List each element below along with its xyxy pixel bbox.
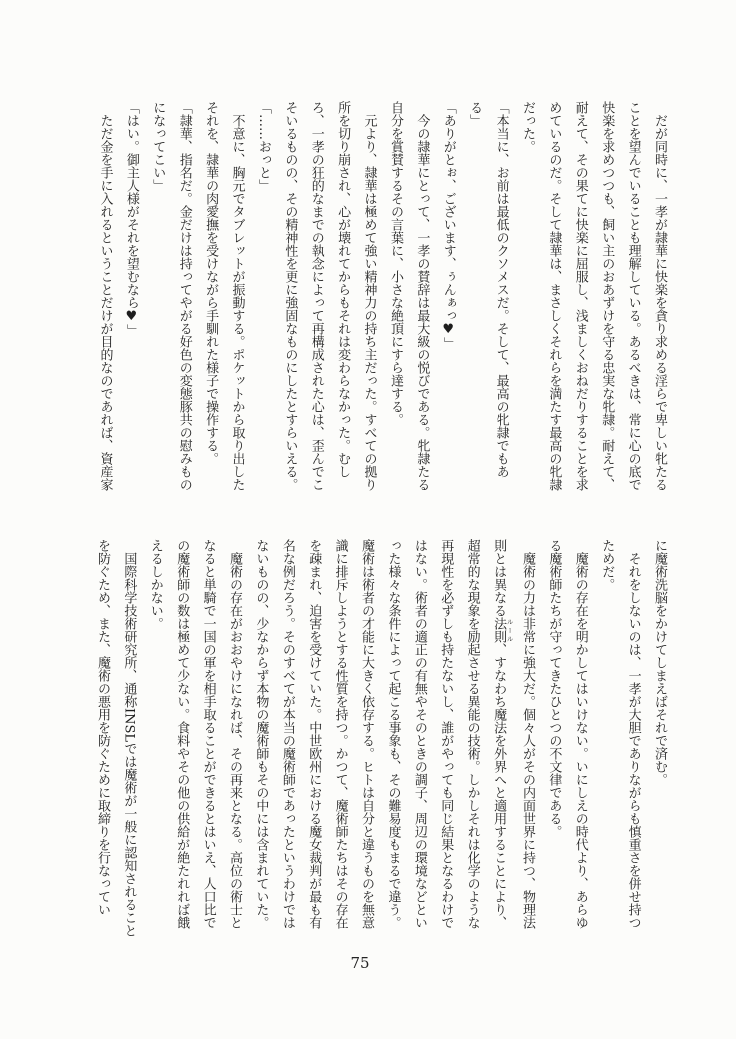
text-line: それを、隷華の肉愛撫を受けながら手馴れた様子で操作する。 xyxy=(203,101,219,465)
text-line: 「ありがとぉ、ございます、ぅんぁっ♥」 xyxy=(440,101,456,350)
ruby-annotation: 法則 ルール xyxy=(491,617,514,643)
text-line: 元より、隷華は極めて強い精神力の持ち主だった。すべての拠り xyxy=(361,114,377,491)
text-line: 不意に、胸元でタブレットが振動する。ポケットから取り出した xyxy=(229,114,245,491)
page-number: 75 xyxy=(350,954,370,972)
text-line: った様々な条件によって起こる事象も、その難易度もまるで違う。 xyxy=(385,539,401,929)
text-line: 超常的な現象を励起させる異能の技術。しかしそれは化学のような xyxy=(464,539,480,929)
text-line: そいるものの、その精神性を更に強固なものにしたとすらいえる。 xyxy=(282,101,298,491)
text-line: 「……おっと」 xyxy=(255,101,271,192)
bottom-text-block xyxy=(89,539,672,938)
text-line: ことを望んでいることも理解している。あるべきは、常に心の底で xyxy=(625,101,641,491)
text-line: 「はい。御主人様がそれを望むなら♥」 xyxy=(123,101,139,337)
text-line: 名な例だろう。そのすべてが本当の魔術師であったというわけでは xyxy=(279,539,295,929)
text-line: を疎まれ、迫害を受けていた。中世欧州における魔女裁判が最も有 xyxy=(306,539,322,929)
text-line: ただ金を手に入れるということだけが目的なのであれば、資産家 xyxy=(97,114,113,491)
text-line: ないものの、少なからず本物の魔術師もその中には含まれていた。 xyxy=(253,539,269,929)
text-line: 耐えて、その果てに快楽に屈服し、浅ましくおねだりすることを求 xyxy=(572,101,588,491)
text-line: 所を切り崩され、心が壊れてからもそれは変わらなかった。むし xyxy=(335,101,351,478)
text-line: 「隷華、指名だ。金だけは持ってやがる好色の変態豚共の慰みもの xyxy=(176,101,192,491)
text-line: 魔術の力は非常に強大だ。個々人がその内面世界に持つ、物理法 xyxy=(519,552,535,929)
text-line: なると単騎で一国の軍を相手取ることができるとはいえ、人口比で xyxy=(200,539,216,929)
text-line: えるしかない。 xyxy=(147,539,163,630)
text-line: を防ぐため、また、魔術の悪用を防ぐために取締りを行なってい xyxy=(94,539,110,916)
text-line: それをしないのは、一孝が大胆でありながらも慎重さを併せ持つ xyxy=(625,552,641,929)
text-line: 魔術は術者の才能に大きく依存する。ヒトは自分と違うものを無意 xyxy=(359,539,375,929)
text-line: ろ、一孝の狂的なまでの執念によって再構成された心は、歪んでこ xyxy=(308,101,324,491)
text-line: になってこい」 xyxy=(150,101,166,192)
text-line: の魔術師の数は極めて少ない。食料やその他の供給が絶たれれば餓 xyxy=(174,539,190,929)
text-line: 識に排斥しようとする性質を持つ。かつて、魔術師たちはその存在 xyxy=(332,539,348,929)
text-line: 国際科学技術研究所、通称INSLでは魔術が一般に認知されること xyxy=(121,552,137,938)
text-line: 魔術の存在を明かしてはいけない。いにしえの時代より、あらゆ xyxy=(572,552,588,929)
text-line: に魔術洗脳をかけてしまえばそれで済む。 xyxy=(652,539,667,786)
text-line: 快楽を求めつつも、飼い主のおあずけを守る忠実な牝隷。耐えて、 xyxy=(599,101,615,491)
text-line: だった。 xyxy=(519,101,535,153)
text-line: 「本当に、お前は最低のクソメスだ。そして、最高の牝隷でもあ xyxy=(493,101,509,478)
top-text-block xyxy=(91,101,672,493)
text-line: 魔術の存在がおおやけになれば、その再来となる。高位の術士と xyxy=(227,552,242,929)
text-line: 再現性を必ずしも持たないし、誰がやっても同じ結果となるわけで xyxy=(438,539,454,929)
text-line: はない。術者の適正の有無やそのときの調子、周辺の環境などとい xyxy=(411,539,427,929)
text-line: 今の隷華にとって、一孝の賛辞は最大級の悦びである。牝隷たる xyxy=(414,114,430,491)
text-line: ためだ。 xyxy=(599,539,615,591)
text-line: 則とは異なる法則 ルール、すなわち魔法を外界へと適用することにより、 xyxy=(491,539,514,929)
text-line: る」 xyxy=(467,101,483,127)
text-line: る魔術師たちが守ってきたひとつの不文律である。 xyxy=(546,539,562,838)
text-line: だが同時に、一孝が隷華に快楽を貪り求める淫らで卑しい牝たる xyxy=(652,114,667,491)
text-line: 自分を賞賛するその言葉に、小さな絶頂にすら達する。 xyxy=(387,101,403,426)
text-line: めているのだ。そして隷華は、まさしくそれらを満たす最高の牝隷 xyxy=(546,101,562,491)
